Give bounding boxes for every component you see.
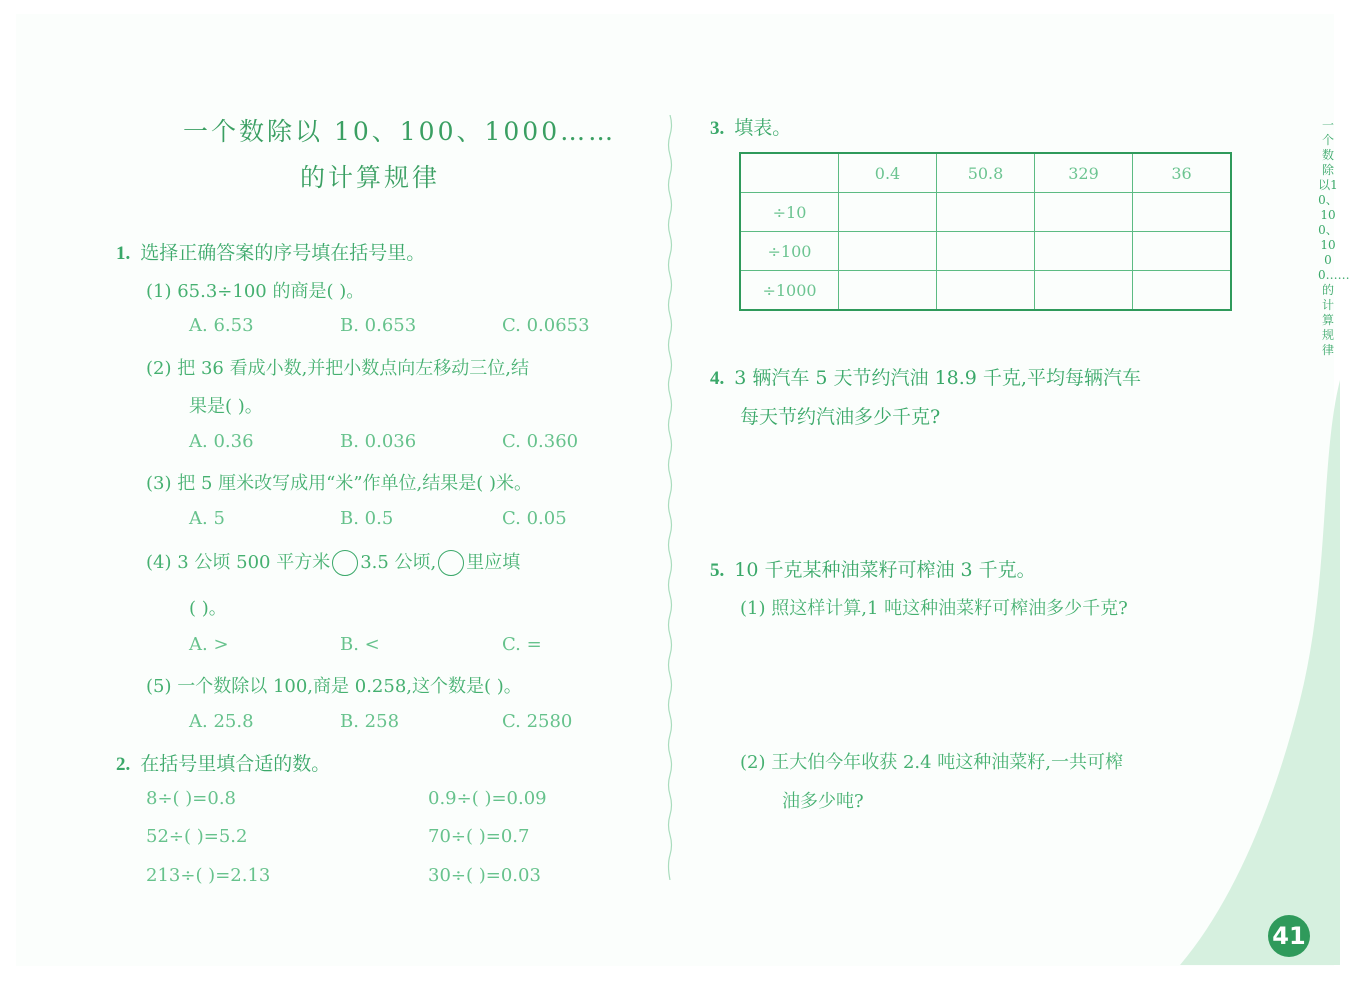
question-3-number: 3.	[710, 118, 725, 139]
q1-sub5-option-c: C. 2580	[502, 711, 573, 732]
q1-sub2-option-a: A. 0.36	[189, 431, 254, 452]
q1-sub4-option-a: A. >	[189, 634, 229, 655]
q1-sub4-option-b: B. <	[340, 634, 380, 655]
q1-sub3-option-c: C. 0.05	[502, 508, 567, 529]
q2-item: 52÷( )=5.2	[146, 826, 248, 847]
question-3-text: 填表。	[734, 117, 792, 139]
question-4-line1: 3 辆汽车 5 天节约汽油 18.9 千克,平均每辆汽车	[734, 367, 1141, 389]
q2-item: 30÷( )=0.03	[428, 865, 541, 886]
q5-sub2-line2: 油多少吨?	[782, 791, 864, 812]
decorative-band	[1180, 380, 1340, 970]
table-corner-cell	[740, 153, 839, 193]
answer-cell[interactable]	[937, 271, 1035, 311]
table-header-cell: 0.4	[839, 153, 937, 193]
answer-cell[interactable]	[937, 232, 1035, 271]
compare-circle-blank	[438, 550, 464, 576]
question-4-number: 4.	[710, 368, 725, 389]
question-1-text: 选择正确答案的序号填在括号里。	[140, 242, 426, 264]
table-header-cell: 50.8	[937, 153, 1035, 193]
answer-cell[interactable]	[1035, 193, 1133, 232]
q1-sub2-option-c: C. 0.360	[502, 431, 579, 452]
q1-sub4-option-c: C. =	[502, 634, 542, 655]
table-header-row	[740, 153, 1231, 193]
compare-circle-blank	[332, 550, 358, 576]
question-4	[710, 363, 1141, 390]
lesson-title-line2: 的计算规律	[300, 163, 441, 192]
q1-sub4-text-a: (4) 3 公顷 500 平方米	[146, 552, 331, 573]
answer-cell[interactable]	[1035, 271, 1133, 311]
q1-sub1-option-a: A. 6.53	[189, 315, 254, 336]
q2-item: 0.9÷( )=0.09	[428, 788, 547, 809]
q1-sub2-line1: (2) 把 36 看成小数,并把小数点向左移动三位,结	[146, 358, 530, 379]
question-3	[710, 113, 791, 140]
answer-cell[interactable]	[1133, 271, 1232, 311]
q1-sub3: (3) 把 5 厘米改写成用“米”作单位,结果是( )米。	[146, 473, 533, 494]
table-row	[740, 193, 1231, 232]
q1-sub3-option-b: B. 0.5	[340, 508, 394, 529]
answer-cell[interactable]	[1035, 232, 1133, 271]
table-row-label: ÷1000	[740, 271, 839, 311]
page-divider	[667, 115, 673, 880]
answer-cell[interactable]	[839, 232, 937, 271]
side-chapter-title: 一个数除以10、100、1000……的计算规律	[1318, 118, 1350, 357]
fill-table	[739, 152, 1232, 311]
q1-sub2-option-b: B. 0.036	[340, 431, 417, 452]
q1-sub5-option-b: B. 258	[340, 711, 400, 732]
q1-sub1: (1) 65.3÷100 的商是( )。	[146, 281, 365, 302]
question-2	[116, 749, 330, 776]
q2-item: 213÷( )=2.13	[146, 865, 271, 886]
q1-sub4-text-b: 3.5 公顷,	[360, 552, 437, 573]
question-5	[710, 555, 1036, 582]
q1-sub4-line2: ( )。	[189, 598, 227, 619]
q1-sub4-text-c: 里应填	[466, 552, 521, 573]
answer-cell[interactable]	[1133, 232, 1232, 271]
question-2-text: 在括号里填合适的数。	[140, 753, 331, 775]
answer-cell[interactable]	[839, 271, 937, 311]
table-header-cell: 329	[1035, 153, 1133, 193]
table-row-label: ÷10	[740, 193, 839, 232]
answer-cell[interactable]	[937, 193, 1035, 232]
q5-sub1: (1) 照这样计算,1 吨这种油菜籽可榨油多少千克?	[740, 598, 1128, 619]
question-1	[116, 238, 425, 265]
table-row-label: ÷100	[740, 232, 839, 271]
q2-item: 8÷( )=0.8	[146, 788, 237, 809]
question-4-line2: 每天节约汽油多少千克?	[740, 406, 941, 428]
question-2-number: 2.	[116, 754, 131, 775]
table-row	[740, 271, 1231, 311]
q5-sub2-line1: (2) 王大伯今年收获 2.4 吨这种油菜籽,一共可榨	[740, 752, 1124, 773]
q1-sub5: (5) 一个数除以 100,商是 0.258,这个数是( )。	[146, 676, 522, 697]
q1-sub1-option-b: B. 0.653	[340, 315, 417, 336]
q1-sub1-option-c: C. 0.0653	[502, 315, 590, 336]
q1-sub2-line2: 果是( )。	[189, 396, 263, 417]
q2-item: 70÷( )=0.7	[428, 826, 530, 847]
q1-sub3-option-a: A. 5	[189, 508, 225, 529]
answer-cell[interactable]	[839, 193, 937, 232]
question-1-number: 1.	[116, 243, 131, 264]
lesson-title-line1: 一个数除以 10、100、1000……	[183, 117, 617, 146]
question-5-number: 5.	[710, 560, 725, 581]
question-5-text: 10 千克某种油菜籽可榨油 3 千克。	[734, 559, 1036, 581]
table-header-cell: 36	[1133, 153, 1232, 193]
q1-sub5-option-a: A. 25.8	[189, 711, 254, 732]
page-number-badge: 41	[1268, 915, 1310, 957]
q1-sub4-line1	[146, 548, 520, 576]
answer-cell[interactable]	[1133, 193, 1232, 232]
table-row	[740, 232, 1231, 271]
